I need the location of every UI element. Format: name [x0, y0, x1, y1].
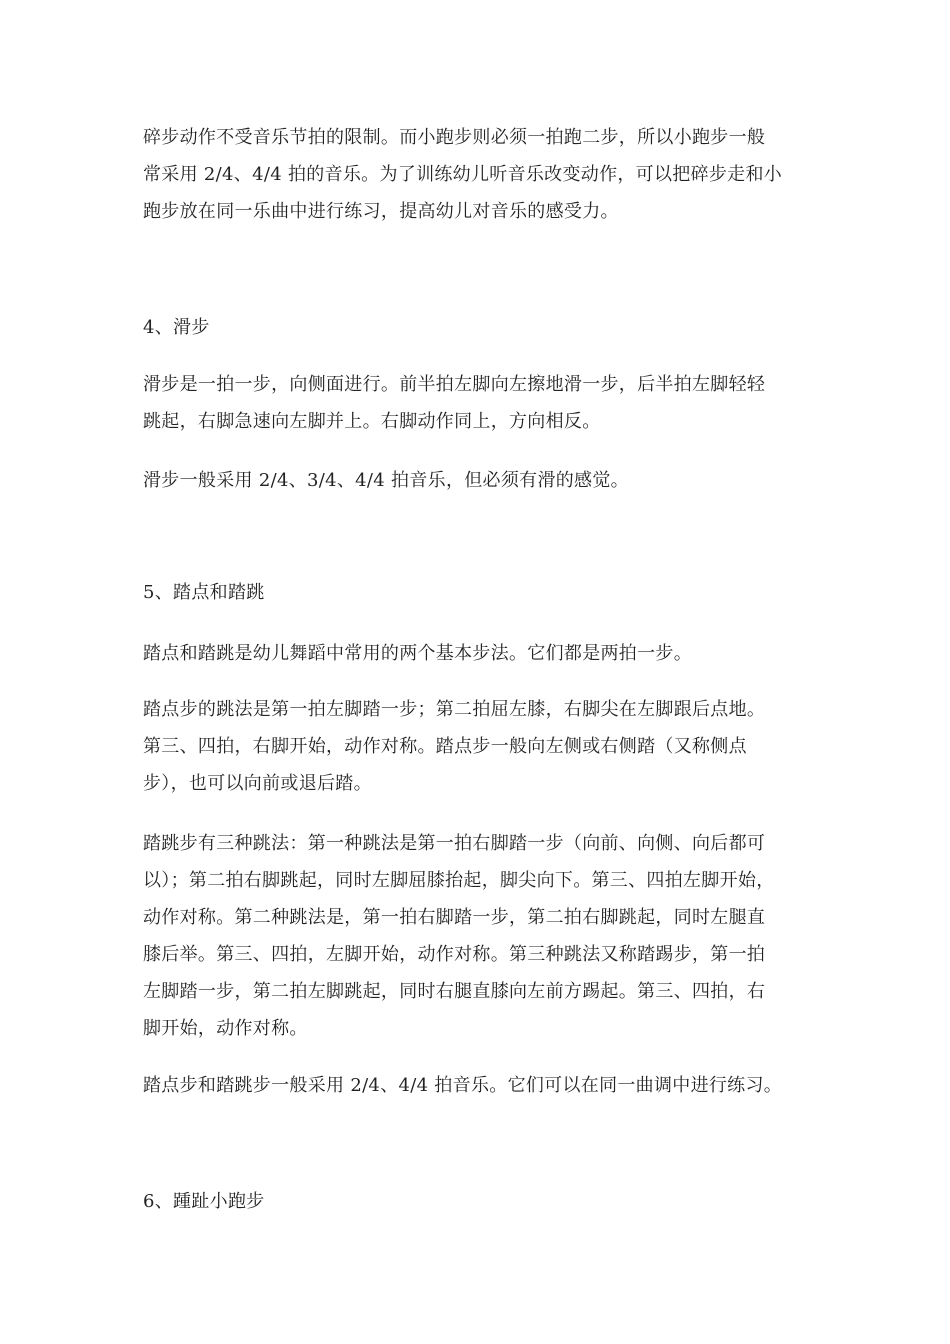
- section-heading-5: 5、踏点和踏跳: [143, 582, 265, 603]
- text-line: 滑步一般采用 2/4、3/4、4/4 拍音乐，但必须有滑的感觉。: [143, 470, 629, 491]
- section5-paragraph-3: [143, 825, 815, 1047]
- text-line: 左脚踏一步，第二拍左脚跳起，同时右腿直膝向左前方踢起。第三、四拍，右: [143, 981, 766, 1002]
- text-line: 脚开始，动作对称。: [143, 1018, 308, 1039]
- section-heading-6: 6、踵趾小跑步: [143, 1191, 265, 1212]
- section4-paragraph-2: [143, 462, 815, 499]
- text-line: 步），也可以向前或退后踏。: [143, 773, 372, 794]
- intro-paragraph: [143, 119, 815, 230]
- text-line: 踏跳步有三种跳法：第一种跳法是第一拍右脚踏一步（向前、向侧、向后都可: [143, 833, 766, 854]
- section4-paragraph-1: [143, 366, 815, 440]
- text-line: 跳起，右脚急速向左脚并上。右脚动作同上，方向相反。: [143, 411, 601, 432]
- section-heading-4: 4、滑步: [143, 317, 210, 338]
- section5-paragraph-2: [143, 691, 815, 802]
- section5-paragraph-4: [143, 1067, 815, 1104]
- text-line: 常采用 2/4、4/4 拍的音乐。为了训练幼儿听音乐改变动作，可以把碎步走和小: [143, 164, 783, 185]
- text-line: 跑步放在同一乐曲中进行练习，提高幼儿对音乐的感受力。: [143, 201, 619, 222]
- text-line: 踏点步和踏跳步一般采用 2/4、4/4 拍音乐。它们可以在同一曲调中进行练习。: [143, 1075, 783, 1096]
- text-line: 踏点步的跳法是第一拍左脚踏一步；第二拍屈左膝，右脚尖在左脚跟后点地。: [143, 699, 766, 720]
- text-line: 踏点和踏跳是幼儿舞蹈中常用的两个基本步法。它们都是两拍一步。: [143, 643, 692, 664]
- section5-paragraph-1: [143, 635, 815, 672]
- text-line: 第三、四拍，右脚开始，动作对称。踏点步一般向左侧或右侧踏（又称侧点: [143, 736, 747, 757]
- text-line: 膝后举。第三、四拍，左脚开始，动作对称。第三种跳法又称踏踢步，第一拍: [143, 944, 766, 965]
- text-line: 动作对称。第二种跳法是，第一拍右脚踏一步，第二拍右脚跳起，同时左腿直: [143, 907, 766, 928]
- text-line: 以）；第二拍右脚跳起，同时左脚屈膝抬起，脚尖向下。第三、四拍左脚开始，: [143, 870, 775, 891]
- text-line: 碎步动作不受音乐节拍的限制。而小跑步则必须一拍跑二步，所以小跑步一般: [143, 127, 766, 148]
- text-line: 滑步是一拍一步，向侧面进行。前半拍左脚向左擦地滑一步，后半拍左脚轻轻: [143, 374, 766, 395]
